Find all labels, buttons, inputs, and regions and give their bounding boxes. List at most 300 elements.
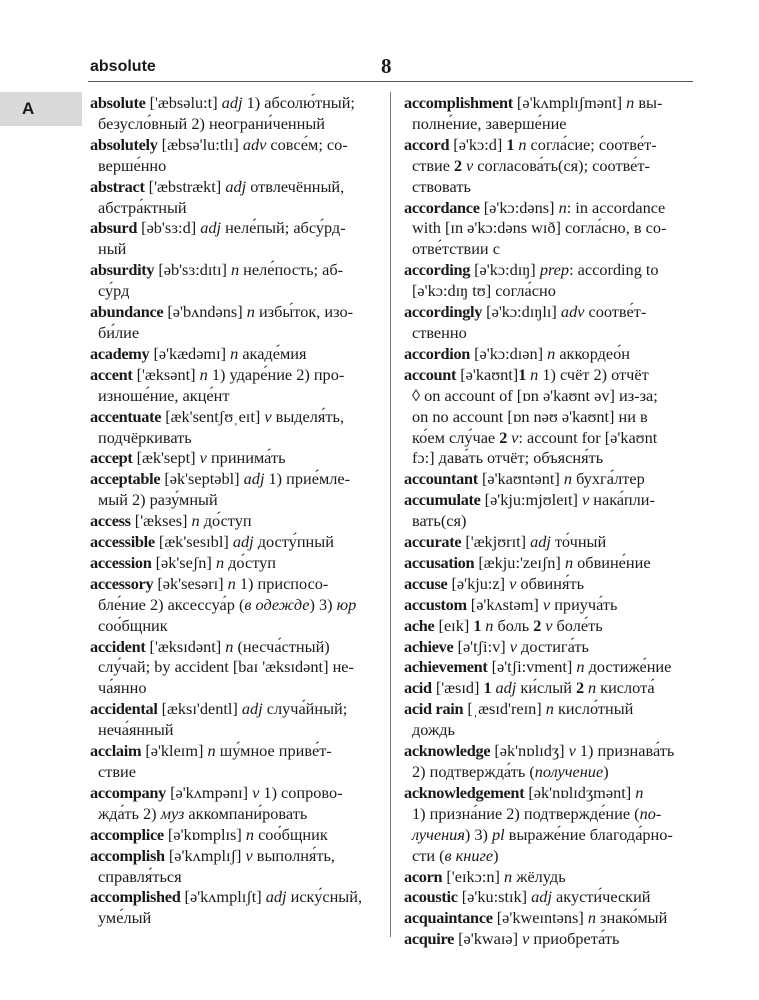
entry-text: ствовать	[412, 176, 471, 196]
dictionary-entry	[404, 887, 699, 908]
italic-label: adj	[200, 218, 222, 238]
entry-line	[90, 407, 380, 428]
bold-text: accomplished	[90, 887, 181, 907]
entry-text: приуча́ть	[550, 594, 618, 614]
entry-line	[90, 657, 380, 678]
italic-label: v	[252, 782, 260, 802]
bold-text: accession	[90, 552, 152, 572]
entry-line	[404, 637, 699, 658]
bold-text: 1	[483, 678, 492, 698]
bold-text: absurd	[90, 218, 138, 238]
bold-text: access	[90, 511, 131, 531]
entry-text: слу́чай; by accident [baɪ 'æksɪdənt] не-	[98, 657, 354, 677]
bold-text: accompany	[90, 782, 166, 802]
entry-line	[90, 323, 380, 344]
dictionary-entry	[90, 177, 380, 219]
italic-label: adj	[265, 887, 287, 907]
italic-label: n	[191, 511, 200, 531]
bold-text: accent	[90, 364, 133, 384]
italic-label: лучения	[412, 824, 465, 844]
running-head: absolute	[90, 58, 156, 75]
entry-text: [ə'kɔ:d]	[449, 134, 507, 154]
entry-text: вы-	[634, 93, 663, 112]
bold-text: according	[404, 260, 471, 280]
entry-line	[90, 762, 380, 783]
italic-label: v	[522, 929, 530, 949]
entry-text: [ə'kju:mjʊleɪt]	[480, 490, 582, 510]
italic-label: n	[245, 824, 254, 844]
italic-label: v	[509, 573, 517, 593]
entry-line	[90, 177, 380, 198]
bold-text: 2	[499, 427, 508, 447]
italic-label: в книге	[444, 845, 494, 865]
entry-text: справля́ться	[98, 866, 182, 886]
bold-text: accusation	[404, 552, 475, 572]
italic-label: n	[587, 678, 597, 698]
entry-line	[90, 198, 380, 219]
section-letter-tab	[0, 92, 82, 126]
entry-text: подчёркивать	[98, 427, 192, 447]
entry-line	[90, 281, 380, 302]
entry-text: вать(ся)	[412, 511, 467, 531]
entry-text: [ə'ku:stɪk]	[457, 887, 532, 907]
entry-line	[404, 344, 699, 365]
entry-text: [ə'kɔ:dɪŋlɪ]	[482, 302, 561, 322]
italic-label: v	[199, 448, 207, 468]
entry-text: су́рд	[98, 281, 130, 301]
left-column	[90, 93, 380, 929]
bold-text: accord	[404, 134, 450, 154]
dictionary-entry	[90, 637, 380, 700]
entry-line	[90, 678, 380, 699]
dictionary-entry	[404, 574, 699, 595]
entry-line	[404, 720, 699, 741]
entry-text: [ə'kweɪntəns]	[492, 908, 588, 928]
entry-text: [æk'sentʃʊˌeɪt]	[161, 406, 265, 426]
italic-label: adj	[243, 469, 265, 489]
entry-line	[404, 595, 699, 616]
entry-line	[404, 198, 699, 219]
entry-text: 1) абсолю́тный;	[242, 93, 355, 112]
entry-text: изноше́ние, акце́нт	[98, 385, 230, 405]
entry-line	[404, 908, 699, 929]
entry-line	[404, 490, 699, 511]
bold-text: accomplish	[90, 845, 165, 865]
italic-label: муз	[160, 803, 185, 823]
entry-text: безусло́вный 2) неограни́ченный	[98, 113, 326, 133]
entry-text: ки́слый	[516, 678, 577, 698]
italic-label: adv	[242, 134, 267, 154]
bold-text: accentuate	[90, 406, 162, 426]
italic-label: n	[246, 302, 255, 322]
bold-text: accept	[90, 448, 133, 468]
entry-line	[404, 281, 699, 302]
italic-label: n	[518, 134, 527, 154]
dictionary-entry	[404, 783, 699, 867]
italic-label: n	[635, 782, 644, 802]
entry-text: приобрета́ть	[529, 929, 620, 949]
entry-line	[404, 783, 699, 804]
entry-text: [ə'kʌmplɪʃt]	[180, 887, 266, 907]
entry-text: [əb'sɜ:d]	[137, 218, 201, 238]
entry-line	[90, 699, 380, 720]
entry-text: [ək'nɒlɪdʒmənt]	[524, 782, 636, 802]
bold-text: 1	[473, 615, 482, 635]
entry-text: ственно	[412, 322, 467, 342]
entry-line	[404, 386, 699, 407]
italic-label: n	[547, 343, 556, 363]
entry-text: соо́бщник	[254, 824, 328, 844]
bold-text: accurate	[404, 532, 462, 552]
entry-text: [ə'kʌmplɪʃ]	[164, 845, 246, 865]
dictionary-entry	[404, 553, 699, 574]
entry-text: акусти́ческий	[551, 887, 651, 907]
entry-text: [æksɪ'dentl]	[157, 699, 242, 719]
italic-label: n	[564, 552, 574, 572]
bold-text: acquire	[404, 929, 455, 949]
bold-text: acknowledge	[404, 741, 491, 761]
bold-text: absurdity	[90, 260, 155, 280]
italic-label: v	[568, 741, 576, 761]
bold-text: accomplice	[90, 824, 164, 844]
page-number: 8	[381, 54, 392, 78]
entry-text: )	[603, 762, 609, 781]
entry-text: ['æksɪdənt]	[145, 636, 226, 656]
bold-text: achieve	[404, 636, 454, 656]
entry-line	[90, 218, 380, 239]
entry-text: неле́пость; аб-	[239, 260, 344, 280]
entry-text: with [ɪn ə'kɔ:dəns wɪð] согла́сно, в со-	[412, 218, 667, 238]
entry-text: ◊ on account of [ɒn ə'kaʊnt əv] из-за;	[412, 385, 658, 405]
entry-text: 1) призна́ние 2) подтвержде́ние (	[412, 803, 640, 823]
entry-line	[404, 156, 699, 177]
entry-line	[90, 825, 380, 846]
entry-line	[404, 657, 699, 678]
entry-text: жёлудь	[512, 866, 566, 886]
entry-text: [ə'kɔ:dəns]	[479, 197, 559, 217]
entry-text: дождь	[412, 720, 455, 740]
entry-text: (несча́стный)	[233, 636, 330, 656]
dictionary-entry	[404, 532, 699, 553]
entry-line	[404, 260, 699, 281]
dictionary-entry	[404, 908, 699, 929]
entry-text: [ə'kɔ:dɪŋ tʊ] согла́сно	[412, 281, 556, 301]
entry-text: : according to	[569, 260, 659, 280]
entry-text: [ə'kju:z]	[447, 573, 510, 593]
entry-text: неле́пый; абсу́рд-	[221, 218, 346, 238]
dictionary-entry	[90, 741, 380, 783]
dictionary-entry	[90, 302, 380, 344]
entry-line	[404, 846, 699, 867]
dictionary-entry	[404, 135, 699, 198]
italic-label: n	[215, 552, 225, 572]
bold-text: 2	[454, 155, 462, 175]
dictionary-entry	[404, 741, 699, 783]
entry-text: [ə'kɒmplɪs]	[163, 824, 246, 844]
entry-line	[90, 616, 380, 637]
entry-text: 1) прие́мле-	[264, 469, 351, 489]
entry-text: [ə'kaʊntənt]	[477, 469, 564, 489]
entry-text: [ə'kwaɪə]	[454, 929, 523, 949]
entry-text: [ə'kɔ:dɪŋ]	[470, 260, 540, 280]
dictionary-entry	[404, 93, 699, 135]
italic-label: n	[230, 260, 240, 280]
entry-text: согласова́ть(ся); соотве́т-	[473, 155, 650, 175]
right-column	[404, 93, 699, 950]
italic-label: n	[563, 469, 573, 489]
entry-text: акаде́мия	[238, 343, 307, 363]
italic-label: n	[230, 343, 239, 363]
italic-label: n	[626, 93, 635, 112]
entry-text: [ək'seʃn]	[151, 552, 216, 572]
entry-line	[404, 469, 699, 490]
entry-text: ['eɪkɔ:n]	[442, 866, 504, 886]
italic-label: prep	[539, 260, 570, 280]
dictionary-entry	[90, 135, 380, 177]
italic-label: pl	[492, 824, 505, 844]
entry-line	[90, 867, 380, 888]
dictionary-entry	[90, 511, 380, 532]
entry-text: [æbsə'lu:tlɪ]	[157, 134, 243, 154]
bold-text: acoustic	[404, 887, 458, 907]
entry-text: соо́бщник	[98, 615, 168, 635]
italic-label: n	[504, 866, 513, 886]
dictionary-entry	[404, 198, 699, 261]
bold-text: absolute	[90, 93, 146, 112]
dictionary-entry	[404, 469, 699, 490]
entry-text: отвлечённый,	[246, 176, 345, 196]
entry-line	[404, 428, 699, 449]
entry-text: 1) сопрово-	[259, 782, 343, 802]
entry-line	[90, 114, 380, 135]
entry-text: 2) подтвержда́ть (	[412, 762, 535, 781]
entry-text: шу́мное приве́т-	[215, 741, 332, 761]
entry-text: принима́ть	[206, 448, 286, 468]
entry-text: нака́пли-	[589, 490, 655, 510]
bold-text: acknowledgement	[404, 782, 525, 802]
italic-label: n	[207, 741, 216, 761]
entry-text: мый 2) разу́мный	[98, 490, 218, 510]
entry-text: боле́ть	[552, 615, 603, 635]
dictionary-entry	[90, 407, 380, 449]
entry-text: [ə'bʌndəns]	[163, 302, 247, 322]
dictionary-entry	[90, 825, 380, 846]
entry-line	[90, 156, 380, 177]
entry-line	[404, 177, 699, 198]
italic-label: получение	[534, 762, 604, 781]
dictionary-entry	[90, 93, 380, 135]
entry-line	[90, 637, 380, 658]
entry-text: верше́нно	[98, 155, 167, 175]
entry-text: полне́ние, заверше́ние	[412, 113, 567, 133]
entry-text: досту́пный	[253, 532, 334, 552]
entry-line	[404, 699, 699, 720]
header-divider	[88, 81, 693, 82]
italic-label: n	[576, 657, 585, 677]
italic-label: n	[227, 573, 236, 593]
dictionary-entry	[404, 344, 699, 365]
entry-text: [æk'sept]	[132, 448, 200, 468]
dictionary-entry	[404, 302, 699, 344]
entry-text: сти (	[412, 845, 445, 865]
italic-label: v	[581, 490, 590, 510]
entry-line	[90, 469, 380, 490]
entry-line	[404, 867, 699, 888]
entry-text: бухга́лтер	[572, 469, 645, 489]
entry-text: неча́янный	[98, 720, 174, 740]
entry-text: боль	[493, 615, 534, 635]
entry-line	[90, 490, 380, 511]
entry-line	[90, 741, 380, 762]
dictionary-entry	[90, 574, 380, 637]
bold-text: accordion	[404, 343, 471, 363]
entry-text: жда́ть 2)	[98, 803, 161, 823]
entry-text: : in accordance	[566, 197, 666, 217]
dictionary-entry	[90, 553, 380, 574]
entry-text: ко́ем слу́чае	[412, 427, 500, 447]
entry-text: ['æbsəlu:t]	[145, 93, 222, 112]
entry-line	[90, 448, 380, 469]
entry-text: [ək'sesərɪ]	[153, 573, 228, 593]
entry-text: достига́ть	[516, 636, 589, 656]
entry-text: [eɪk]	[434, 615, 474, 635]
entry-line	[90, 783, 380, 804]
italic-label: n	[545, 699, 554, 719]
entry-line	[90, 428, 380, 449]
dictionary-entry	[90, 532, 380, 553]
entry-text: 1) признава́ть	[575, 741, 675, 761]
italic-label: adj	[495, 678, 517, 698]
dictionary-entry	[404, 699, 699, 741]
entry-line	[90, 344, 380, 365]
entry-line	[404, 93, 699, 114]
entry-line	[90, 365, 380, 386]
bold-text: acclaim	[90, 741, 142, 761]
entry-text: ный	[98, 239, 127, 259]
entry-text: до́ступ	[199, 511, 252, 531]
entry-text: [ækju:'zeɪʃn]	[474, 552, 565, 572]
entry-text: [ə'kɔ:dɪən]	[470, 343, 548, 363]
entry-line	[90, 804, 380, 825]
entry-line	[90, 532, 380, 553]
italic-label: adj	[225, 176, 247, 196]
bold-text: accuse	[404, 573, 448, 593]
italic-label: adj	[241, 699, 263, 719]
entry-text: ) 3)	[309, 594, 337, 614]
bold-text: account	[404, 364, 457, 384]
entry-line	[404, 929, 699, 950]
dictionary-entry	[90, 846, 380, 888]
bold-text: 1	[518, 364, 527, 384]
entry-line	[404, 616, 699, 637]
dictionary-entry	[90, 469, 380, 511]
entry-line	[404, 302, 699, 323]
entry-text: [ə'kʌmplɪʃmənt]	[512, 93, 627, 112]
entry-text: 1) приспосо-	[235, 573, 329, 593]
entry-text: выделя́ть,	[271, 406, 345, 426]
entry-text: [ək'nɒlɪdʒ]	[490, 741, 569, 761]
bold-text: accessory	[90, 573, 154, 593]
italic-label: n	[530, 364, 539, 384]
column-divider	[390, 92, 391, 937]
entry-line	[404, 407, 699, 428]
bold-text: accessible	[90, 532, 155, 552]
bold-text: 1	[506, 134, 515, 154]
entry-text: ['ækjʊrɪt]	[461, 532, 531, 552]
entry-text: [ək'septəbl]	[160, 469, 244, 489]
bold-text: accordingly	[404, 302, 483, 322]
dictionary-entry	[90, 887, 380, 929]
entry-line	[404, 825, 699, 846]
entry-text: 1) счёт 2) отчёт	[538, 364, 649, 384]
dictionary-entry	[404, 595, 699, 616]
entry-text: соотве́т-	[584, 302, 647, 322]
dictionary-entry	[404, 490, 699, 532]
italic-label: adj	[232, 532, 254, 552]
bold-text: acorn	[404, 866, 443, 886]
entry-text: достиже́ние	[584, 657, 672, 677]
entry-line	[404, 114, 699, 135]
entry-text: [ə'tʃi:v]	[453, 636, 510, 656]
entry-text: избы́ток, изо-	[254, 302, 354, 322]
bold-text: accident	[90, 636, 146, 656]
entry-line	[404, 762, 699, 783]
entry-text: ча́янно	[98, 678, 147, 698]
bold-text: academy	[90, 343, 150, 363]
entry-text: ['æbstrækt]	[144, 176, 226, 196]
italic-label: n	[225, 636, 234, 656]
entry-text: аккомпани́ровать	[184, 803, 308, 823]
entry-text: иску́сный,	[286, 887, 363, 907]
italic-label: v	[465, 155, 474, 175]
entry-line	[90, 553, 380, 574]
entry-text: [ə'kædəmɪ]	[149, 343, 231, 363]
entry-line	[90, 386, 380, 407]
entry-line	[404, 574, 699, 595]
dictionary-entry	[90, 448, 380, 469]
entry-line	[404, 804, 699, 825]
bold-text: abstract	[90, 176, 145, 196]
bold-text: 2	[533, 615, 542, 635]
entry-text: ['æsɪd]	[431, 678, 484, 698]
dictionary-entry	[90, 783, 380, 825]
entry-line	[404, 365, 699, 386]
dictionary-entry	[404, 678, 699, 699]
bold-text: accidental	[90, 699, 158, 719]
dictionary-entry	[404, 929, 699, 950]
bold-text: accumulate	[404, 490, 481, 510]
italic-label: в одежде	[244, 594, 310, 614]
entry-text: выполня́ть,	[252, 845, 336, 865]
italic-label: по-	[639, 803, 662, 823]
bold-text: abundance	[90, 302, 164, 322]
entry-line	[90, 887, 380, 908]
entry-text: fɔ:] дава́ть отчёт; объясня́ть	[412, 448, 604, 468]
italic-label: n	[558, 197, 567, 217]
entry-text: то́чный	[550, 532, 607, 552]
bold-text: achievement	[404, 657, 488, 677]
entry-text: знако́мый	[595, 908, 668, 928]
entry-line	[90, 239, 380, 260]
italic-label: юр	[336, 594, 357, 614]
entry-text: обвине́ние	[573, 552, 651, 572]
entry-text: ['ækses]	[130, 511, 192, 531]
dictionary-entry	[404, 616, 699, 637]
entry-line	[404, 218, 699, 239]
dictionary-entry	[404, 657, 699, 678]
entry-line	[404, 239, 699, 260]
entry-text: [ə'kaʊnt]	[456, 364, 519, 384]
